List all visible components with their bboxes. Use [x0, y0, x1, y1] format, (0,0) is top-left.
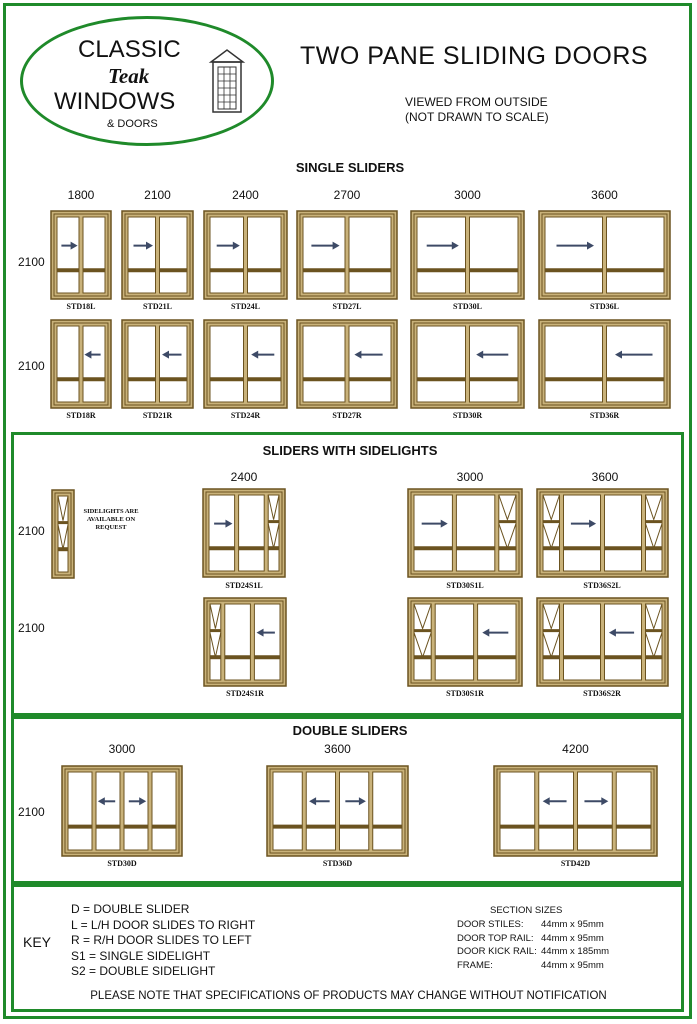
sidelight-drawing	[51, 489, 75, 579]
section-sizes-title: SECTION SIZES	[490, 905, 563, 916]
product-code: STD30S1R	[446, 689, 484, 698]
key-label: KEY	[23, 934, 52, 950]
door-drawing	[410, 210, 525, 300]
width-label: 3000	[456, 470, 484, 484]
door-drawing	[296, 210, 398, 300]
product-code: STD24S1R	[226, 689, 264, 698]
width-label: 3600	[591, 470, 619, 484]
product-code: STD24S1L	[225, 581, 263, 590]
height-label: 2100	[18, 621, 45, 635]
view-note: VIEWED FROM OUTSIDE	[405, 95, 548, 109]
section-title-double: DOUBLE SLIDERS	[292, 723, 408, 738]
width-label: 3000	[454, 188, 481, 202]
product-code: STD27R	[332, 411, 362, 420]
product-code: STD24R	[230, 411, 261, 420]
width-label: 3600	[591, 188, 618, 202]
product-code: STD18R	[66, 411, 96, 420]
width-label: 3600	[324, 742, 351, 756]
section-value: 44mm x 95mm	[541, 959, 604, 971]
section-size-row	[457, 945, 657, 959]
product-code: STD30R	[452, 411, 483, 420]
scale-note: (NOT DRAWN TO SCALE)	[405, 110, 549, 124]
width-label: 4200	[562, 742, 589, 756]
product-code: STD18L	[66, 302, 96, 311]
key-item: S2 = DOUBLE SIDELIGHT	[71, 964, 216, 978]
product-code: STD36S2L	[583, 581, 621, 590]
logo-line-teak: Teak	[108, 64, 150, 88]
door-drawing	[202, 488, 286, 578]
door-drawing	[407, 488, 523, 578]
product-code: STD30L	[453, 302, 482, 311]
section-size-row	[457, 932, 657, 946]
section-value: 44mm x 185mm	[541, 946, 610, 957]
key-item: R = R/H DOOR SLIDES TO LEFT	[71, 933, 252, 947]
door-drawing	[296, 319, 398, 409]
product-code: STD30D	[107, 859, 137, 868]
section-name: FRAME:	[457, 959, 493, 971]
key-item: S1 = SINGLE SIDELIGHT	[71, 948, 211, 963]
width-label: 2700	[333, 188, 361, 202]
door-drawing	[493, 765, 658, 857]
height-label: 2100	[18, 524, 45, 538]
height-label: 2100	[18, 805, 45, 819]
section-size-row	[457, 918, 657, 932]
door-drawing	[410, 319, 525, 409]
logo-building-icon	[208, 48, 246, 114]
product-code: STD36S2R	[583, 689, 621, 698]
key-legend	[71, 902, 255, 980]
section-value: 44mm x 95mm	[541, 932, 604, 944]
logo-line-windows: WINDOWS	[54, 88, 176, 115]
section-sizes	[457, 918, 657, 972]
door-drawing	[203, 210, 288, 300]
product-code: STD30S1L	[446, 581, 484, 590]
product-code: STD24L	[231, 302, 260, 311]
width-label: 2400	[232, 188, 259, 202]
door-drawing	[121, 210, 194, 300]
door-drawing	[121, 319, 194, 409]
section-value: 44mm x 95mm	[541, 919, 604, 930]
width-label: 2400	[230, 470, 258, 484]
door-drawing	[538, 210, 671, 300]
product-code: STD36R	[589, 411, 620, 420]
door-drawing	[50, 319, 112, 409]
door-drawing	[61, 765, 183, 857]
section-title-sidelights: SLIDERS WITH SIDELIGHTS	[262, 443, 438, 458]
section-name: DOOR KICK RAIL:	[457, 946, 537, 957]
door-drawing	[50, 210, 112, 300]
page-title: TWO PANE SLIDING DOORS	[300, 42, 649, 70]
notice: PLEASE NOTE THAT SPECIFICATIONS OF PRODUCTS MAY CHANGE WITHOUT NOTIFICATION	[90, 990, 607, 1002]
width-label: 3000	[108, 742, 136, 756]
section-size-row	[457, 959, 657, 973]
section-title-single: SINGLE SLIDERS	[295, 160, 405, 175]
section-name: DOOR TOP RAIL:	[457, 932, 534, 944]
door-drawing	[538, 319, 671, 409]
width-label: 2100	[144, 188, 171, 202]
key-item: D = DOUBLE SLIDER	[71, 902, 190, 916]
key-item: L = L/H DOOR SLIDES TO RIGHT	[71, 917, 256, 932]
logo-line-classic: CLASSIC	[78, 36, 181, 63]
product-code: STD27L	[332, 302, 362, 311]
section-name: DOOR STILES:	[457, 919, 524, 930]
door-drawing	[203, 319, 288, 409]
door-drawing	[536, 488, 669, 578]
logo-line-doors: & DOORS	[107, 118, 158, 130]
door-drawing	[266, 765, 409, 857]
width-label: 1800	[67, 188, 95, 202]
sidelight-note: SIDELIGHTS ARE AVAILABLE ON REQUEST	[83, 508, 139, 531]
product-code: STD36L	[590, 302, 619, 311]
door-drawing	[536, 597, 669, 687]
product-code: STD21R	[142, 411, 173, 420]
product-code: STD42D	[560, 859, 591, 868]
product-code: STD36D	[322, 859, 353, 868]
product-code: STD21L	[143, 302, 172, 311]
height-label: 2100	[18, 359, 45, 373]
door-drawing	[407, 597, 523, 687]
door-drawing	[203, 597, 287, 687]
height-label: 2100	[18, 255, 45, 269]
